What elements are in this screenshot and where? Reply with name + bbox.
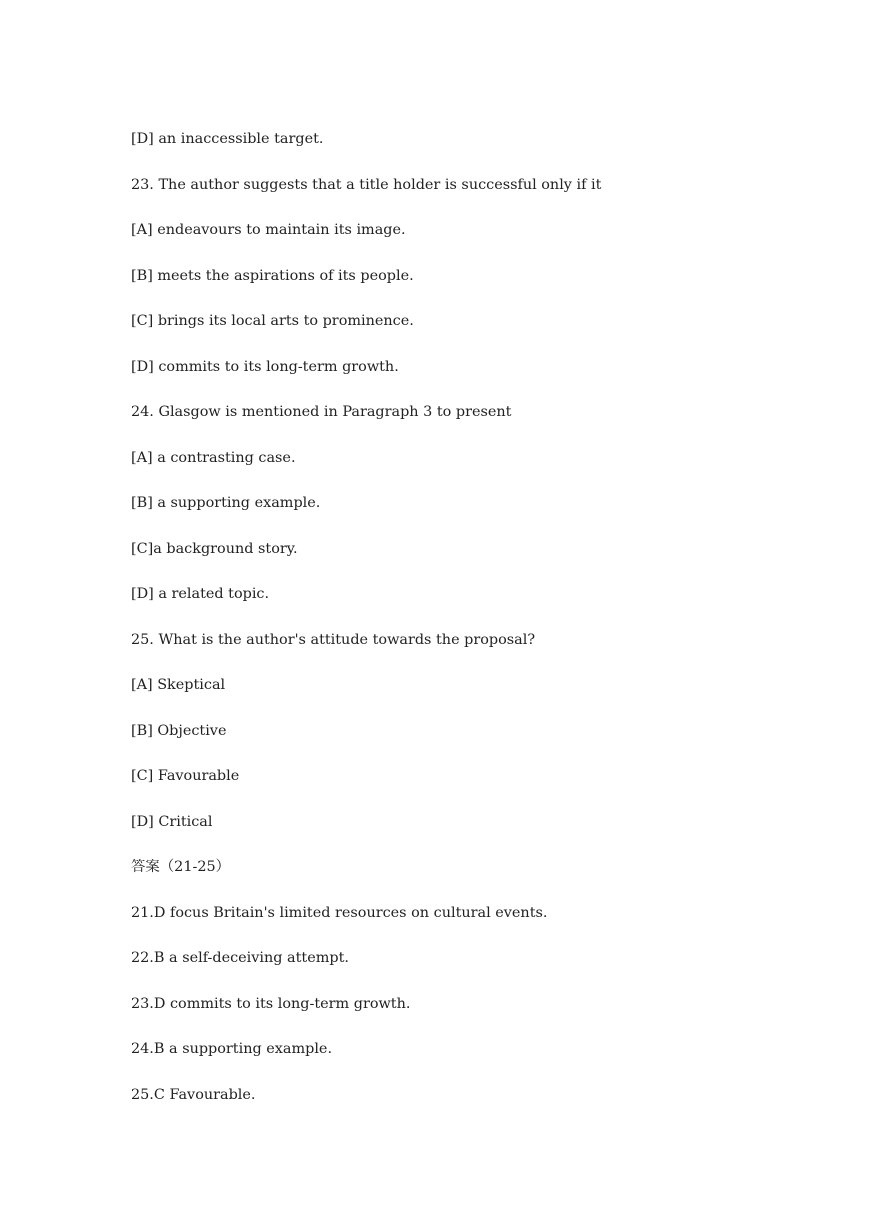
question-25: 25. What is the author's attitude towards the proposal? (131, 631, 536, 648)
option-d-q22: [D] an inaccessible target. (131, 131, 324, 147)
answer-24: 24.B a supporting example. (131, 1041, 333, 1057)
option-a-q24: [A] a contrasting case. (131, 449, 296, 466)
option-d-q23: [D] commits to its long-term growth. (131, 358, 399, 375)
question-23: 23. The author suggests that a title holder is successful only if it (131, 176, 602, 193)
option-d-q25: [D] Critical (131, 813, 213, 830)
document-body (131, 129, 791, 1130)
option-b-q24: [B] a supporting example. (131, 495, 321, 511)
question-24: 24. Glasgow is mentioned in Paragraph 3 to present (131, 404, 512, 420)
option-c-q23: [C] brings its local arts to prominence. (131, 313, 414, 329)
answer-23: 23.D commits to its long-term growth. (131, 995, 411, 1012)
option-d-q24: [D] a related topic. (131, 586, 270, 602)
answer-21: 21.D focus Britain's limited resources on cultural events. (131, 904, 548, 921)
answer-25: 25.C Favourable. (131, 1086, 256, 1103)
option-c-q25: [C] Favourable (131, 768, 240, 784)
option-b-q23: [B] meets the aspirations of its people. (131, 267, 414, 284)
option-c-q24: [C]a background story. (131, 540, 298, 557)
answer-22: 22.B a self-deceiving attempt. (131, 950, 349, 966)
option-a-q25: [A] Skeptical (131, 677, 226, 693)
option-a-q23: [A] endeavours to maintain its image. (131, 222, 406, 238)
answer-heading: 答案（21-25） (131, 859, 231, 875)
option-b-q25: [B] Objective (131, 722, 227, 739)
